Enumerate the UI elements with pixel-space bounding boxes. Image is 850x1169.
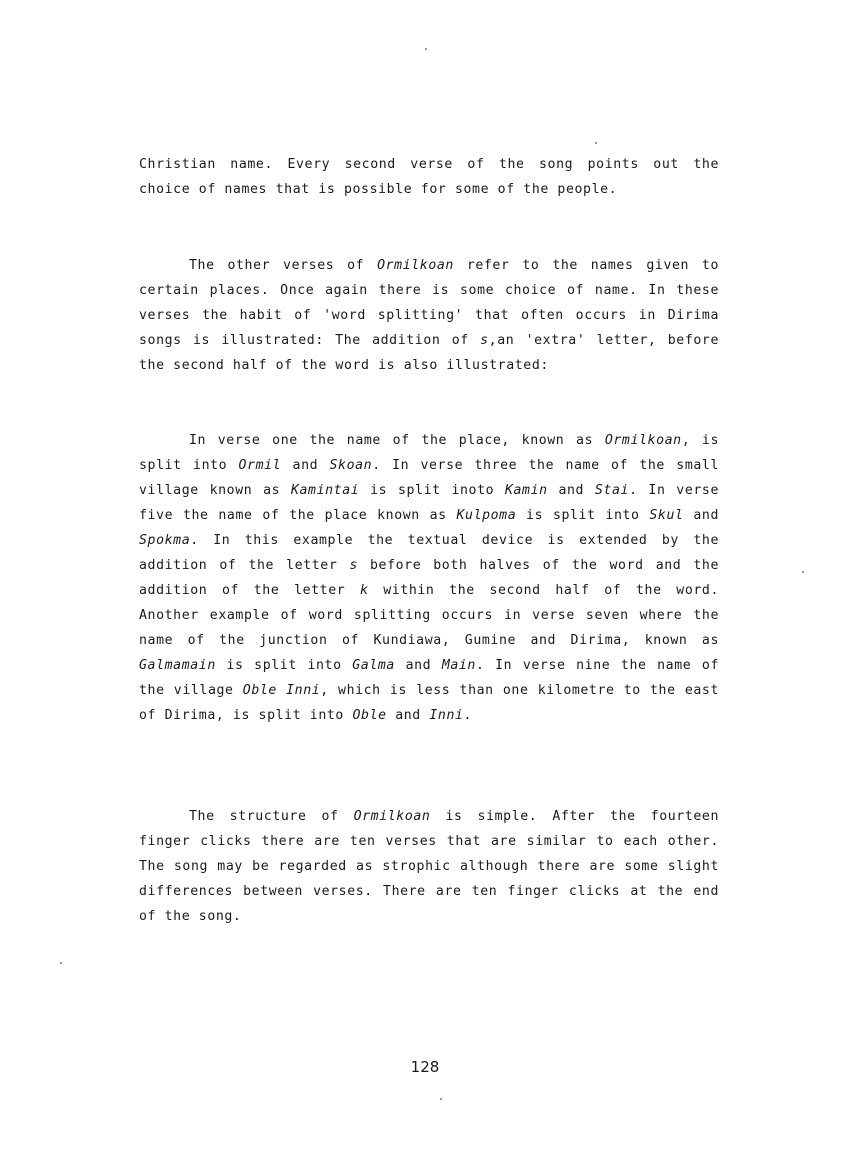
italic-term: Galma bbox=[352, 658, 395, 673]
text-run: and bbox=[386, 708, 430, 723]
italic-term: Kamin bbox=[504, 483, 548, 498]
text-run: . In verse five the name of the place known as bbox=[139, 483, 719, 523]
italic-term: Ormilkoan bbox=[353, 809, 431, 824]
text-run: refer to the names given to certain places. Once again there is some choice of name. In these verses the habit of 'word splitting' that often occurs in Dirima songs is illustrated: The addition of bbox=[139, 258, 720, 348]
text-run: , which is less than one kilometre to the east of Dirima, is split into bbox=[139, 683, 719, 723]
text-run: within the second half of the word. Another example of word splitting occurs in verse seven where the name of the junction of Kundiawa, Gumine and Dirima, known as bbox=[139, 583, 719, 648]
scan-speck bbox=[425, 48, 427, 50]
text-run: . In this example the textual device is extended by the addition of the letter bbox=[139, 533, 719, 573]
italic-term: Main bbox=[441, 658, 476, 673]
italic-term: k bbox=[360, 583, 369, 598]
scan-speck bbox=[440, 1098, 442, 1100]
scan-speck bbox=[595, 142, 597, 144]
text-run: is simple. After the fourteen finger clicks there are ten verses that are similar to each other. The song may be regarded as strophic although there are some slight differences between verses. There are ten finger clicks at the end of the song. bbox=[139, 809, 719, 924]
italic-term: Spokma bbox=[139, 533, 191, 548]
text-run: , is split into bbox=[139, 433, 719, 473]
page-number: 128 bbox=[410, 1058, 440, 1076]
text-run: is split inoto bbox=[359, 483, 505, 498]
italic-term: Kamintai bbox=[290, 483, 360, 498]
italic-term: s bbox=[480, 333, 489, 348]
italic-term: Inni bbox=[429, 708, 464, 723]
scan-speck bbox=[802, 571, 804, 573]
text-run: Christian name. Every second verse of the song points out the choice of names that is possible for some of the people. bbox=[139, 157, 719, 197]
italic-term: Skul bbox=[649, 508, 684, 523]
paragraph-4 bbox=[139, 804, 719, 929]
text-run: and bbox=[394, 658, 442, 673]
italic-term: Kulpoma bbox=[456, 508, 517, 523]
paragraph-3 bbox=[139, 428, 719, 728]
italic-term: Stai bbox=[594, 483, 630, 498]
text-run: The structure of bbox=[189, 809, 354, 824]
italic-term: Skoan bbox=[329, 458, 373, 473]
italic-term: Galmamain bbox=[139, 658, 216, 673]
text-run: is split into bbox=[215, 658, 353, 673]
italic-term: Oble Inni bbox=[242, 683, 321, 698]
paragraph-1 bbox=[139, 152, 719, 202]
text-run: is split into bbox=[516, 508, 650, 523]
italic-term: Ormilkoan bbox=[604, 433, 682, 448]
text-run: ,an 'extra' letter, before the second half of the word is also illustrated: bbox=[139, 333, 719, 373]
text-run: In verse one the name of the place, known as bbox=[189, 433, 605, 448]
paragraph-2 bbox=[139, 253, 719, 378]
text-run: The other verses of bbox=[189, 258, 378, 273]
text-run: before both halves of the word and the addition of the letter bbox=[139, 558, 719, 598]
italic-term: Ormil bbox=[238, 458, 282, 473]
italic-term: s bbox=[349, 558, 358, 573]
text-run: . In verse nine the name of the village bbox=[139, 658, 719, 698]
text-run: and bbox=[683, 508, 719, 523]
text-run: and bbox=[281, 458, 330, 473]
text-run: and bbox=[547, 483, 595, 498]
text-run: . In verse three the name of the small village known as bbox=[139, 458, 719, 498]
italic-term: Oble bbox=[352, 708, 387, 723]
scan-speck bbox=[60, 962, 62, 964]
italic-term: Ormilkoan bbox=[377, 258, 454, 273]
text-run: . bbox=[463, 708, 473, 723]
